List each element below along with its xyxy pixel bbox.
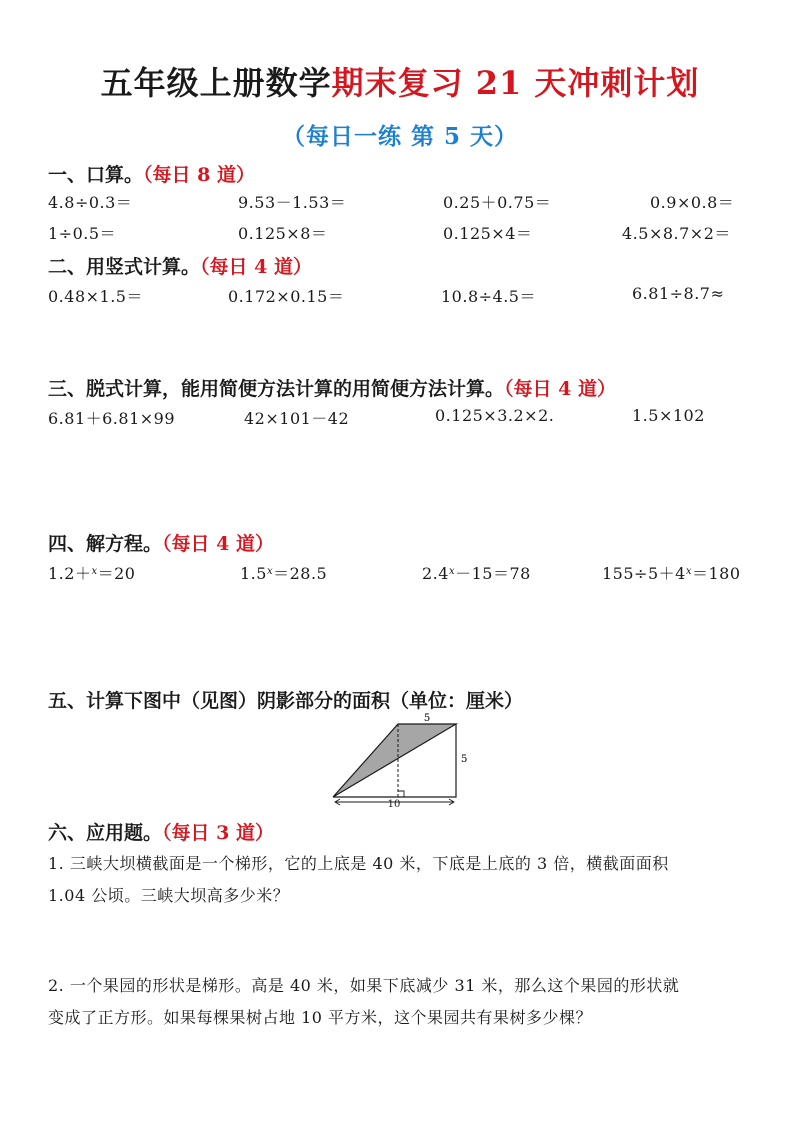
vertical-calc-item: 0.172×0.15＝	[228, 287, 345, 306]
shaded-triangle	[333, 724, 456, 797]
top-base-label: 5	[423, 713, 431, 724]
vertical-calc-item: 10.8÷4.5＝	[441, 287, 536, 306]
section-1-tag: （每日 8 道）	[143, 164, 255, 186]
section-4-title: 四、解方程。	[48, 533, 163, 555]
oral-item: 0.9×0.8＝	[650, 193, 735, 212]
oral-item: 4.5×8.7×2＝	[622, 224, 731, 243]
height-label: 5	[461, 754, 468, 765]
stepwise-calc-item: 6.81＋6.81×99	[48, 409, 176, 428]
vertical-calc-item: 6.81÷8.7≈	[632, 284, 725, 303]
equation-item: $155\div 5+4^x=180$	[602, 564, 741, 583]
section-2-heading	[48, 252, 312, 279]
word-problem-1-line-2: 1.04 公顷。三峡大坝高多少米？	[48, 886, 290, 905]
section-1-title: 一、口算。	[48, 164, 144, 186]
word-problem-1-line-1: 1. 三峡大坝横截面是一个梯形，它的上底是 40 米，下底是上底的 3 倍，横截面面积	[48, 854, 669, 873]
stepwise-calc-item: 1.5×102	[632, 406, 705, 425]
section-2-title: 二、用竖式计算。	[48, 256, 201, 278]
section-3-tag: （每日 4 道）	[504, 378, 616, 400]
stepwise-calc-item: 42×101－42	[244, 409, 350, 428]
section-1-heading	[48, 160, 255, 187]
equation-item: $1.5^x=28.5$	[240, 564, 328, 583]
title-red: 期末复习 21 天冲刺计划	[331, 64, 700, 102]
vertical-calc-item: 0.48×1.5＝	[48, 287, 143, 306]
equation-item: $2.4^x-15=78$	[422, 564, 531, 583]
section-3-heading	[48, 374, 616, 401]
word-problem-2-line-2: 变成了正方形。如果每棵果树占地 10 平方米，这个果园共有果树多少棵？	[48, 1008, 593, 1027]
oral-item: 4.8÷0.3＝	[48, 193, 133, 212]
title-black: 五年级上册数学	[100, 64, 332, 102]
oral-item: 0.125×4＝	[443, 224, 533, 243]
section-5-heading: 五、计算下图中（见图）阴影部分的面积（单位：厘米）	[48, 690, 524, 712]
section-6-tag: （每日 3 道）	[162, 822, 274, 844]
oral-item: 0.125×8＝	[238, 224, 328, 243]
section-3-title: 三、脱式计算，能用简便方法计算的用简便方法计算。	[48, 378, 505, 400]
trapezoid-figure	[326, 712, 476, 812]
page-subtitle: （每日一练 第 5 天）	[281, 123, 519, 150]
section-6-heading	[48, 818, 274, 845]
word-problem-2-line-1: 2. 一个果园的形状是梯形。高是 40 米，如果下底减少 31 米，那么这个果园的形状就	[48, 976, 680, 995]
oral-item: 9.53－1.53＝	[238, 193, 347, 212]
oral-item: 0.25＋0.75＝	[443, 193, 552, 212]
stepwise-calc-item: 0.125×3.2×2.	[435, 406, 555, 425]
bottom-base-label: 10	[387, 799, 401, 810]
right-angle-mark	[398, 791, 404, 797]
section-6-title: 六、应用题。	[48, 822, 163, 844]
section-4-heading	[48, 529, 274, 556]
equation-item: 1.2＋$^x$＝20	[48, 564, 136, 583]
section-4-tag: （每日 4 道）	[162, 533, 274, 555]
page-title	[0, 58, 800, 104]
oral-item: 1÷0.5＝	[48, 224, 117, 243]
section-2-tag: （每日 4 道）	[200, 256, 312, 278]
